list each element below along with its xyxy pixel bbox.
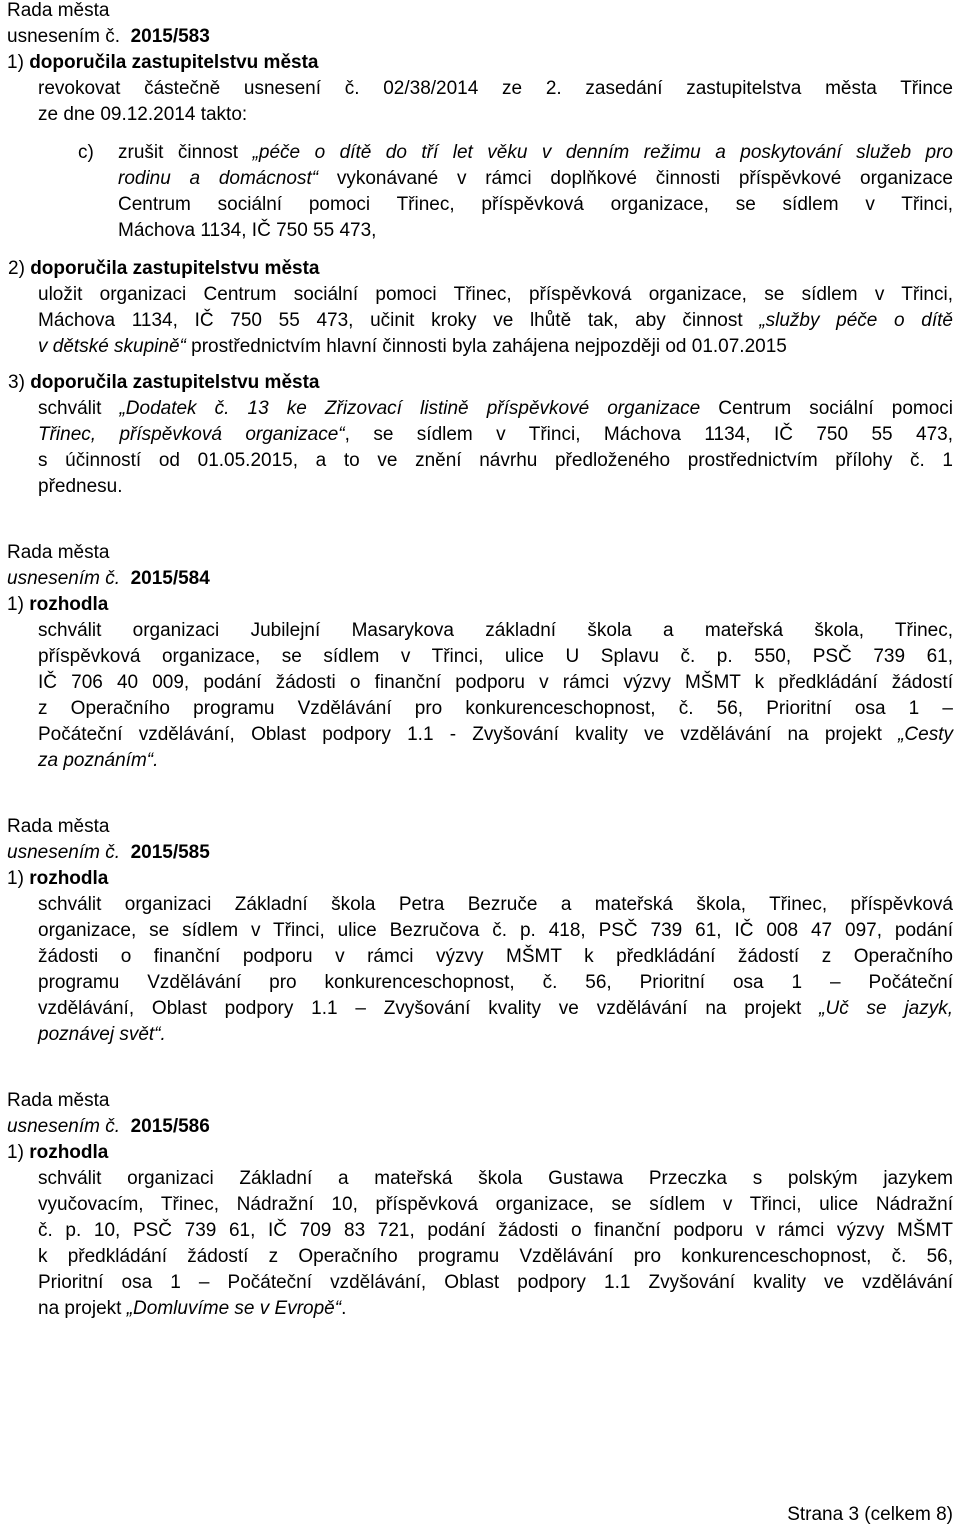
paragraph-line: revokovat částečně usnesení č. 02/38/2014 ze 2. zasedání zastupitelstva města Třince [38,78,953,99]
usneseni-number: 2015/585 [130,842,210,863]
paragraph-line: schválit organizaci Základní a mateřská škola Gustawa Przeczka s polským jazykem [38,1168,953,1189]
paragraph-line: za poznáním“. [38,750,159,771]
usneseni-number: 2015/586 [130,1116,210,1137]
paragraph-line: přednesu. [38,476,123,497]
point-heading: 3) doporučila zastupitelstvu města [8,372,320,393]
paragraph-line: k předkládání žádostí z Operačního programu Vzdělávání pro konkurenceschopnost, č. 56, [38,1246,953,1267]
paragraph-line: organizace, se sídlem v Třinci, ulice Bezručova č. p. 418, PSČ 739 61, IČ 008 47 097, podání [38,920,953,941]
paragraph-line: IČ 706 40 009, podání žádosti o finanční podporu v rámci výzvy MŠMT k předkládání žádostí [38,672,953,693]
point-heading: 1) rozhodla [7,594,109,615]
paragraph-line: zrušit činnost „péče o dítě do tří let věku v denním režimu a poskytování služeb pro [118,142,954,163]
paragraph-line: poznávej svět“. [38,1024,166,1045]
usneseni-number: 2015/584 [130,568,210,589]
usneseni-heading: usnesením č. 2015/584 [7,568,210,589]
page-number: Strana 3 (celkem 8) [787,1504,953,1525]
paragraph-line: uložit organizaci Centrum sociální pomoci Třinec, příspěvková organizace, se sídlem v Třinci, [38,284,953,305]
paragraph-line: schválit organizaci Jubilejní Masarykova základní škola a mateřská škola, Třinec, [38,620,953,641]
rada-mesta-label: Rada města [7,816,110,837]
rada-mesta-label: Rada města [7,0,110,21]
paragraph-line: programu Vzdělávání pro konkurenceschopnost, č. 56, Prioritní osa 1 – Počáteční [38,972,953,993]
paragraph-line: Prioritní osa 1 – Počáteční vzdělávání, Oblast podpory 1.1 Zvyšování kvality ve vzdělávání [38,1272,953,1293]
paragraph-line: na projekt „Domluvíme se v Evropě“. [38,1298,347,1319]
point-heading: 1) rozhodla [7,868,109,889]
point-heading: 1) doporučila zastupitelstvu města [7,52,319,73]
paragraph-line: s účinností od 01.05.2015, a to ve znění návrhu předloženého prostřednictvím přílohy č. 1 [38,450,953,471]
sub-point-label: c) [78,142,94,163]
paragraph-line: schválit „Dodatek č. 13 ke Zřizovací listině příspěvkové organizace Centrum sociální pomoci [38,398,953,419]
point-heading: 1) rozhodla [7,1142,109,1163]
paragraph-line: ze dne 09.12.2014 takto: [38,104,248,125]
paragraph-line: z Operačního programu Vzdělávání pro konkurenceschopnost, č. 56, Prioritní osa 1 – [38,698,953,719]
paragraph-line: Máchova 1134, IČ 750 55 473, učinit kroky ve lhůtě tak, aby činnost „služby péče o dítě [38,310,953,331]
usneseni-heading: usnesením č. 2015/583 [7,26,210,47]
point-heading: 2) doporučila zastupitelstvu města [8,258,320,279]
paragraph-line: v dětské skupině“ prostřednictvím hlavní činnosti byla zahájena nejpozději od 01.07.2015 [38,336,787,357]
rada-mesta-label: Rada města [7,1090,110,1111]
paragraph-line: Počáteční vzdělávání, Oblast podpory 1.1 - Zvyšování kvality ve vzdělávání na projekt „Cesty [38,724,953,745]
paragraph-line: vyučovacím, Třinec, Nádražní 10, příspěvková organizace, se sídlem v Třinci, ulice Nádražní [38,1194,953,1215]
paragraph-line: rodinu a domácnost“ vykonávané v rámci doplňkové činnosti příspěvkové organizace [118,168,953,189]
paragraph-line: Máchova 1134, IČ 750 55 473, [118,220,377,241]
paragraph-line: schválit organizaci Základní škola Petra Bezruče a mateřská škola, Třinec, příspěvková [38,894,953,915]
rada-mesta-label: Rada města [7,542,110,563]
usneseni-heading: usnesením č. 2015/585 [7,842,210,863]
paragraph-line: Centrum sociální pomoci Třinec, příspěvková organizace, se sídlem v Třinci, [118,194,953,215]
paragraph-line: příspěvková organizace, se sídlem v Třinci, ulice U Splavu č. p. 550, PSČ 739 61, [38,646,953,667]
paragraph-line: vzdělávání, Oblast podpory 1.1 – Zvyšování kvality ve vzdělávání na projekt „Uč se jazyk, [38,998,954,1019]
paragraph-line: žádosti o finanční podporu v rámci výzvy MŠMT k předkládání žádostí z Operačního [38,946,953,967]
paragraph-line: Třinec, příspěvková organizace“, se sídlem v Třinci, Máchova 1134, IČ 750 55 473, [38,424,953,445]
paragraph-line: č. p. 10, PSČ 739 61, IČ 709 83 721, podání žádosti o finanční podporu v rámci výzvy MŠMT [38,1220,953,1241]
usneseni-number: 2015/583 [130,26,210,47]
usneseni-heading: usnesením č. 2015/586 [7,1116,210,1137]
